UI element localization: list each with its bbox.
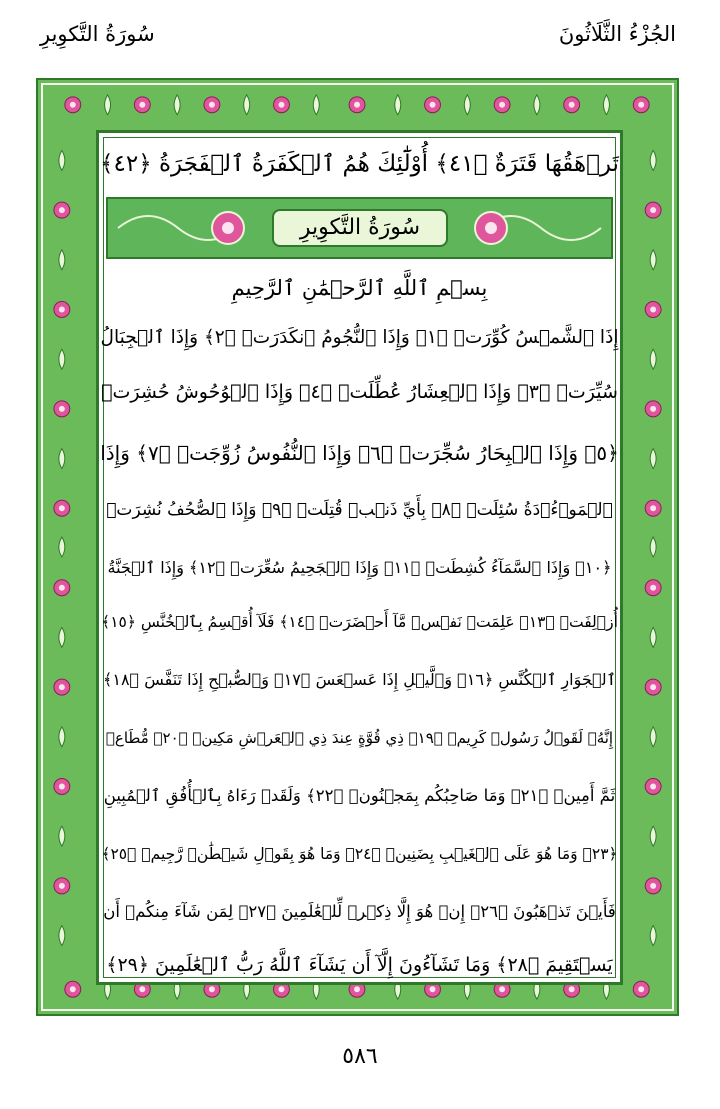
verse-line: ﴿٢٣﴾ وَمَا هُوَ عَلَى ٱلۡغَيۡبِ بِضَنِينٖ ﴿٢٤﴾ وَمَا هُوَ بِقَوۡلِ شَيۡطَٰنٖ رَّجِيمٖ ﴿٢٥﴾ bbox=[101, 845, 618, 863]
surah-title: سُورَةُ التَّكوِيرِ bbox=[272, 209, 448, 247]
page-header bbox=[0, 22, 720, 72]
verse-line: إِنَّهُۥ لَقَوۡلُ رَسُولٖ كَرِيمٖ ﴿١٩﴾ ذِي قُوَّةٍ عِندَ ذِي ٱلۡعَرۡشِ مَكِينٖ ﴿٢٠﴾ مُّطَاعٖ bbox=[105, 729, 614, 747]
verse-line: أُزۡلِفَتۡ ﴿١٣﴾ عَلِمَتۡ نَفۡسٞ مَّآ أَحۡضَرَتۡ ﴿١٤﴾ فَلَآ أُقۡسِمُ بِٱلۡخُنَّسِ ﴿١٥﴾ bbox=[101, 613, 618, 631]
surah-title-banner bbox=[106, 197, 613, 259]
verse-line: ﴿١٠﴾ وَإِذَا ٱلسَّمَآءُ كُشِطَتۡ ﴿١١﴾ وَإِذَا ٱلۡجَحِيمُ سُعِّرَتۡ ﴿١٢﴾ وَإِذَا ٱلۡجَنَّةُ bbox=[107, 558, 612, 577]
verse-line: سُيِّرَتۡ ﴿٣﴾ وَإِذَا ٱلۡعِشَارُ عُطِّلَتۡ ﴿٤﴾ وَإِذَا ٱلۡوُحُوشُ حُشِرَتۡ bbox=[101, 381, 618, 403]
verse-line: يَسۡتَقِيمَ ﴿٢٨﴾ وَمَا تَشَآءُونَ إِلَّآ أَن يَشَآءَ ٱللَّهُ رَبُّ ٱلۡعَٰلَمِينَ ﴿٢٩﴾ bbox=[106, 954, 613, 976]
page-number: ٥٨٦ bbox=[342, 1044, 378, 1069]
verse-line: ﴿٥﴾ وَإِذَا ٱلۡبِحَارُ سُجِّرَتۡ ﴿٦﴾ وَإِذَا ٱلنُّفُوسُ زُوِّجَتۡ ﴿٧﴾ وَإِذَا bbox=[100, 441, 619, 465]
juz-name-header: الجُزْءُ الثَّلَاثُونَ bbox=[558, 22, 676, 46]
verse-line: إِذَا ٱلشَّمۡسُ كُوِّرَتۡ ﴿١﴾ وَإِذَا ٱلنُّجُومُ ٱنكَدَرَتۡ ﴿٢﴾ وَإِذَا ٱلۡجِبَالُ bbox=[100, 327, 619, 348]
verse-line-top: تَرۡهَقُهَا قَتَرَةٌ ﴿٤١﴾ أُوْلَٰٓئِكَ هُمُ ٱلۡكَفَرَةُ ٱلۡفَجَرَةُ ﴿٤٢﴾ bbox=[100, 151, 619, 177]
verse-line: فَأَيۡنَ تَذۡهَبُونَ ﴿٢٦﴾ إِنۡ هُوَ إِلَّا ذِكۡرٞ لِّلۡعَٰلَمِينَ ﴿٢٧﴾ لِمَن شَآءَ مِنكُمۡ أَن bbox=[103, 902, 616, 921]
bismillah: بِسۡمِ ٱللَّهِ ٱلرَّحۡمَٰنِ ٱلرَّحِيمِ bbox=[231, 276, 488, 300]
verse-line: ثَمَّ أَمِينٖ ﴿٢١﴾ وَمَا صَاحِبُكُم بِمَجۡنُونٖ ﴿٢٢﴾ وَلَقَدۡ رَءَاهُ بِٱلۡأُفُقِ ٱلۡمُبِينِ bbox=[103, 786, 616, 805]
verse-line: ٱلۡجَوَارِ ٱلۡكُنَّسِ ﴿١٦﴾ وَٱلَّيۡلِ إِذَا عَسۡعَسَ ﴿١٧﴾ وَٱلصُّبۡحِ إِذَا تَنَفَّسَ ﴿١٨﴾ bbox=[102, 670, 617, 689]
surah-name-header: سُورَةُ التَّكوِيرِ bbox=[40, 22, 155, 46]
verse-line: ٱلۡمَوۡءُۥدَةُ سُئِلَتۡ ﴿٨﴾ بِأَيِّ ذَنۢبٖ قُتِلَتۡ ﴿٩﴾ وَإِذَا ٱلصُّحُفُ نُشِرَتۡ bbox=[106, 500, 613, 520]
